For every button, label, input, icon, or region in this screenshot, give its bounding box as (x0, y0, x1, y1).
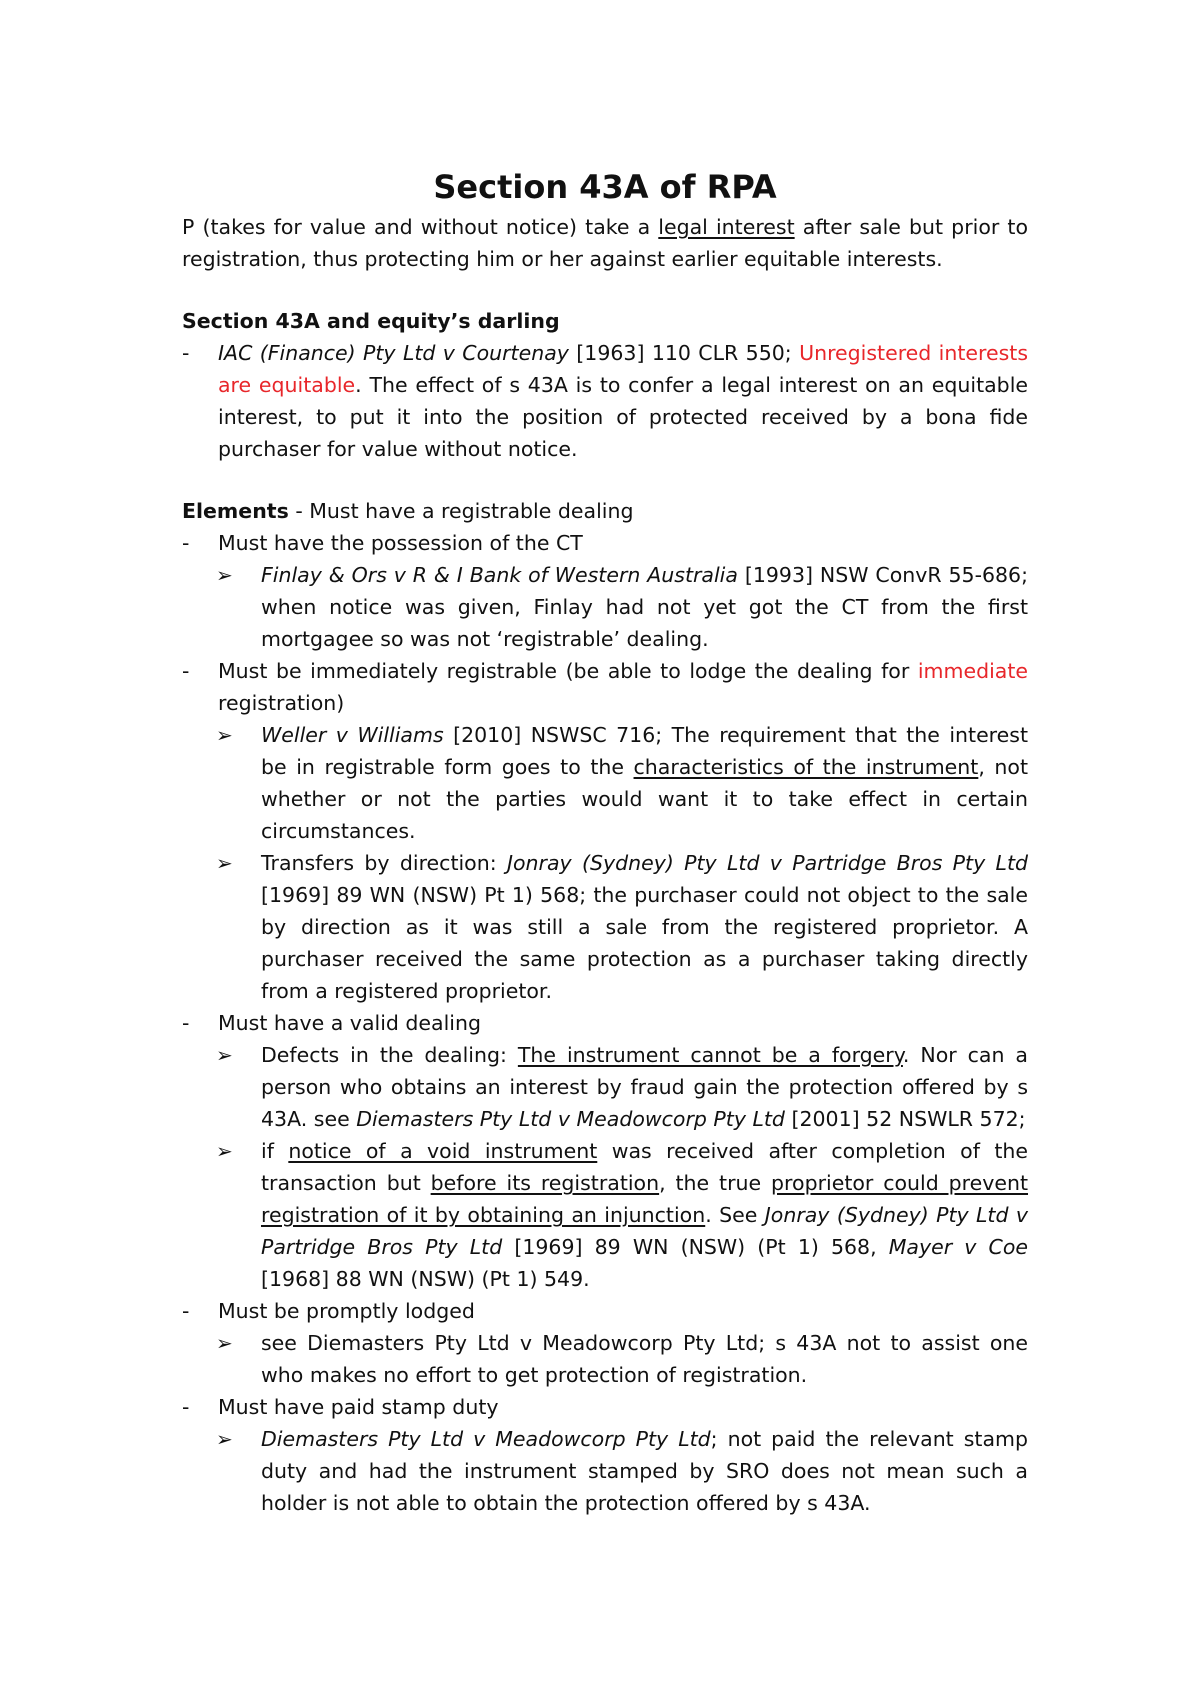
item-label: Must be promptly lodged (218, 1299, 475, 1323)
item-text: Must be immediately registrable (be able to lodge the dealing for (218, 659, 918, 683)
arrow-bullet-icon: ➢ (216, 723, 233, 747)
case-name: IAC (Finance) Pty Ltd v Courtenay (218, 341, 569, 365)
item-text: registration) (218, 691, 345, 715)
intro-text-2: after sale but prior to registration, thus protecting him or her against earlier equitable interests. (182, 215, 1028, 271)
intro-underline: legal interest (658, 215, 795, 239)
underlined-text: characteristics of the instrument (633, 755, 979, 779)
underlined-text: before its registration (430, 1171, 660, 1195)
sub-item-text: . See (705, 1203, 765, 1227)
darling-heading: Section 43A and equity’s darling (182, 309, 560, 333)
arrow-bullet-icon: ➢ (216, 1427, 233, 1451)
highlighted-text: immediate (917, 659, 1028, 683)
sub-item-text: [1993] NSW ConvR 55-686; when notice was given, Finlay had not yet got the CT from the first mortgagee so was not ‘registrable’ dealing. (261, 563, 1029, 651)
sub-item-text: was received after completion of the transaction but (261, 1139, 1028, 1195)
arrow-bullet-icon: ➢ (216, 1331, 233, 1355)
dash-bullet: - (182, 659, 190, 683)
sub-item-stamp (182, 1423, 1028, 1519)
sub-item-text: [1968] 88 WN (NSW) (Pt 1) 549. (261, 1267, 590, 1291)
list-item-immediate (182, 655, 1028, 719)
elements-heading (182, 495, 1028, 527)
sub-item-lodged (182, 1327, 1028, 1391)
elements-heading-text: - Must have a registrable dealing (288, 499, 634, 523)
item-label: Must have paid stamp duty (218, 1395, 499, 1419)
highlighted-text: Unregistered interests are equitable (218, 341, 1029, 397)
sub-item-text: Transfers by direction: (261, 851, 507, 875)
sub-item-text: , the true (659, 1171, 772, 1195)
arrow-bullet-icon: ➢ (216, 1139, 233, 1163)
sub-item-text: [1969] 89 WN (NSW) Pt 1) 568; the purchaser could not object to the sale by direction as it was still a sale from the registered proprietor. A purchaser received the same protection as a purchaser taking directly from a registered proprietor. (261, 883, 1028, 1003)
sub-item-text: ; not paid the relevant stamp duty and had the instrument stamped by SRO does not mean such a holder is not able to obtain the protection offered by s 43A. (261, 1427, 1028, 1515)
case-name: Mayer v Coe (888, 1235, 1029, 1259)
underlined-text: The instrument cannot be a forgery (517, 1043, 903, 1067)
item-label: Must have a valid dealing (218, 1011, 482, 1035)
item-label: Must have the possession of the CT (218, 531, 583, 555)
sub-item-text: see Diemasters Pty Ltd v Meadowcorp Pty Ltd; s 43A not to assist one who makes no effort to get protection of registration. (261, 1331, 1028, 1387)
list-item-lodged (182, 1295, 1028, 1327)
sub-item-text: , not whether or not the parties would want it to take effect in certain circumstances. (261, 755, 1028, 843)
dash-bullet: - (182, 1395, 190, 1419)
case-name: Diemasters Pty Ltd v Meadowcorp Pty Ltd (356, 1107, 785, 1131)
dash-bullet: - (182, 1011, 190, 1035)
elements-label: Elements (182, 499, 289, 523)
sub-item-text: [2001] 52 NSWLR 572; (784, 1107, 1026, 1131)
sub-item-text: [2010] NSWSC 716; The requirement that the interest be in registrable form goes to the (261, 723, 1028, 779)
darling-text: . The effect of s 43A is to confer a legal interest on an equitable interest, to put it into the position of protected received by a bona fide purchaser for value without notice. (218, 373, 1028, 461)
sub-item-transfers (182, 847, 1028, 1007)
sub-item-text: [1969] 89 WN (NSW) (Pt 1) 568, (502, 1235, 889, 1259)
document-page (182, 165, 1028, 1519)
underlined-text: notice of a void instrument (288, 1139, 598, 1163)
dash-bullet: - (182, 531, 190, 555)
case-name: Finlay & Ors v R & I Bank of Western Australia (261, 563, 738, 587)
sub-item-void-notice (182, 1135, 1028, 1295)
arrow-bullet-icon: ➢ (216, 1043, 233, 1067)
case-name: Jonray (Sydney) Pty Ltd v Partridge Bros Pty Ltd (261, 1203, 1028, 1259)
list-item-ct (182, 527, 1028, 559)
sub-item-defects (182, 1039, 1028, 1135)
sub-item-text: if (261, 1139, 289, 1163)
page-title: Section 43A of RPA (433, 168, 777, 206)
sub-item-weller (182, 719, 1028, 847)
underlined-text: proprietor could prevent registration of it by obtaining an injunction (261, 1171, 1029, 1227)
sub-item-text: Defects in the dealing: (261, 1043, 518, 1067)
list-item-valid (182, 1007, 1028, 1039)
case-name: Jonray (Sydney) Pty Ltd v Partridge Bros Pty Ltd (506, 851, 1028, 875)
list-item-stamp (182, 1391, 1028, 1423)
intro-text-1: P (takes for value and without notice) take a (182, 215, 659, 239)
darling-item (182, 337, 1028, 465)
dash-bullet: - (182, 1299, 190, 1323)
sub-item-text: . Nor can a person who obtains an interest by fraud gain the protection offered by s 43A. see (261, 1043, 1028, 1131)
sub-item-finlay (182, 559, 1028, 655)
dash-bullet: - (182, 341, 190, 365)
case-name: Weller v Williams (261, 723, 444, 747)
arrow-bullet-icon: ➢ (216, 851, 233, 875)
intro-paragraph (182, 211, 1028, 275)
arrow-bullet-icon: ➢ (216, 563, 233, 587)
case-name: Diemasters Pty Ltd v Meadowcorp Pty Ltd (261, 1427, 711, 1451)
case-citation: [1963] 110 CLR 550; (568, 341, 800, 365)
